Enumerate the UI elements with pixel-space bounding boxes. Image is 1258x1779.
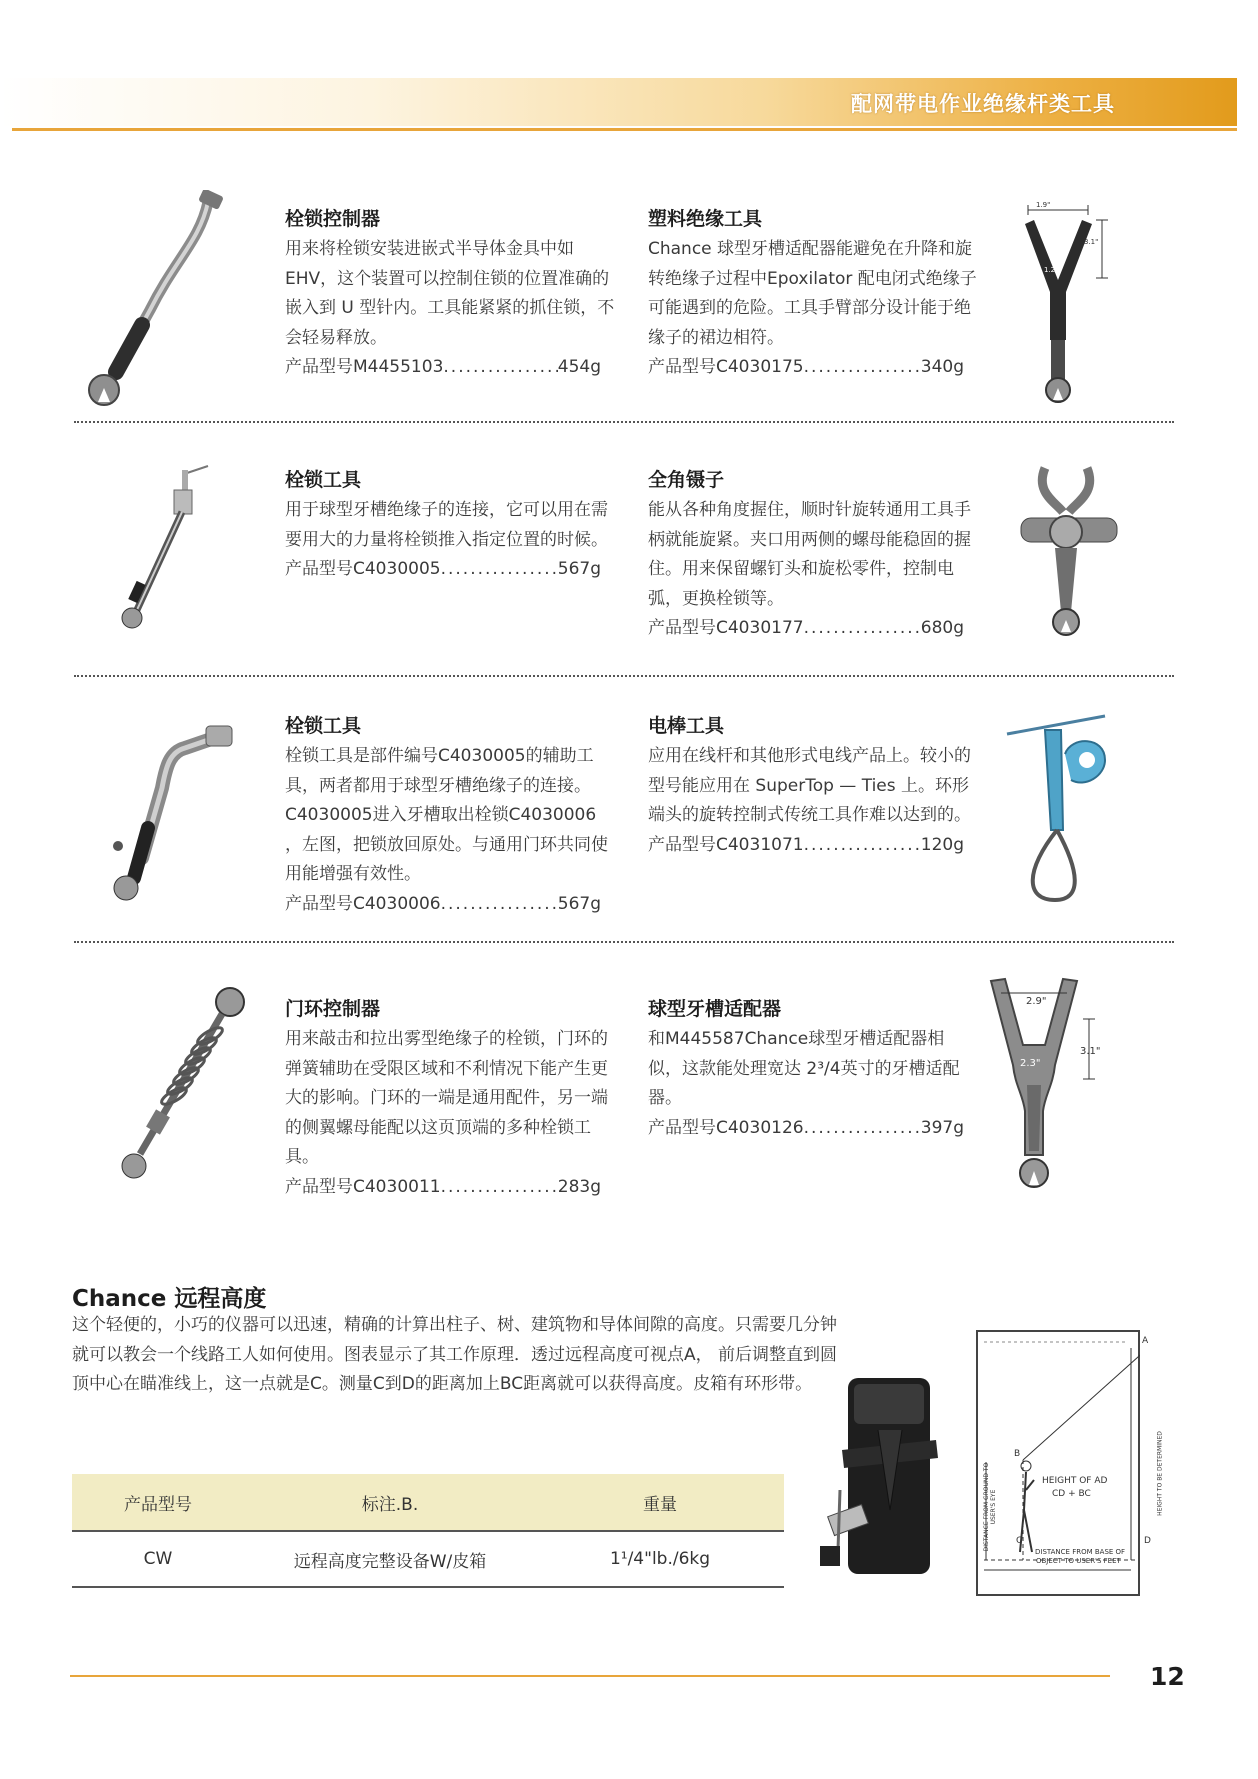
plastic-height-dim: 3.1" bbox=[1084, 238, 1099, 246]
product-description: 能从各种角度握住，顺时针旋转通用工具手柄就能旋紧。夹口用两侧的螺母能稳固的握住。用来保留螺钉头和旋松零件，控制电弧，更换栓锁等。 bbox=[648, 500, 971, 609]
product-model-line bbox=[648, 1114, 964, 1144]
section-divider bbox=[74, 675, 1174, 677]
product-title: 球型牙槽适配器 bbox=[648, 998, 782, 1020]
product-weight: 454g bbox=[557, 357, 601, 377]
product-latch-tool-2 bbox=[285, 712, 615, 919]
product-plastic-insulation-tool bbox=[648, 205, 978, 383]
column-header: 重量 bbox=[536, 1474, 784, 1531]
product-model-line bbox=[285, 555, 601, 585]
product-model-line bbox=[648, 353, 964, 383]
product-model: 产品型号C4030011 bbox=[285, 1176, 441, 1197]
adapter-width-dim: 2.9" bbox=[1026, 996, 1047, 1007]
section-divider bbox=[74, 941, 1174, 943]
table-cell: 远程高度完整设备W/皮箱 bbox=[244, 1531, 536, 1587]
product-model: 产品型号C4030006 bbox=[285, 893, 441, 914]
product-description: Chance 球型牙槽适配器能避免在升降和旋转绝缘子过程中Epoxilator 配电闭式绝缘子可能遇到的危险。工具手臂部分设计能于绝缘子的裙边相符。 bbox=[648, 239, 977, 348]
universal-tweezers-illustration bbox=[1015, 462, 1125, 642]
product-description: 栓锁工具是部件编号C4030005的辅助工具，两者都用于球型牙槽绝缘子的连接。 C4030005进入牙槽取出栓锁C4030006 ，左图，把锁放回原处。与通用门环共同使用能增强有效性。 bbox=[285, 746, 608, 884]
product-model-line bbox=[285, 890, 601, 920]
diagram-bottom-label-1: DISTANCE FROM BASE OF bbox=[1035, 1548, 1126, 1556]
product-title: 栓锁控制器 bbox=[285, 208, 381, 230]
product-model-line bbox=[285, 1173, 601, 1203]
diagram-point-b: B bbox=[1014, 1449, 1021, 1459]
product-title: 电棒工具 bbox=[648, 715, 725, 737]
product-electric-rod-tool bbox=[648, 712, 978, 860]
spec-table bbox=[72, 1474, 784, 1588]
ball-socket-adapter-illustration bbox=[985, 975, 1115, 1205]
product-weight: 283g bbox=[557, 1176, 601, 1197]
table-row bbox=[72, 1531, 784, 1587]
product-model: 产品型号C4030175 bbox=[648, 357, 804, 377]
latch-controller-illustration bbox=[80, 190, 230, 410]
header-rule bbox=[12, 128, 1237, 131]
table-header-row bbox=[72, 1474, 784, 1531]
product-title: 塑料绝缘工具 bbox=[648, 208, 763, 230]
product-model: 产品型号C4030126 bbox=[648, 1117, 804, 1138]
diagram-point-d: D bbox=[1144, 1536, 1151, 1546]
diagram-bottom-label-2: OBJECT TO USER'S FEET bbox=[1036, 1557, 1121, 1565]
product-model-line bbox=[285, 353, 601, 383]
product-model-line bbox=[648, 831, 964, 861]
header-title: 配网带电作业绝缘杆类工具 bbox=[851, 92, 1115, 116]
adapter-inner-dim: 2.3" bbox=[1020, 1058, 1041, 1069]
diagram-formula: CD + BC bbox=[1052, 1489, 1091, 1499]
latch-tool-2-illustration bbox=[110, 718, 240, 908]
product-description: 用来将栓锁安装进嵌式半导体金具中如EHV，这个装置可以控制住锁的位置准确的嵌入到 U 型针内。工具能紧紧的抓住锁，不会轻易释放。 bbox=[285, 239, 615, 348]
table-cell: 1¹/4"lb./6kg bbox=[536, 1531, 784, 1587]
product-weight: 567g bbox=[557, 893, 601, 914]
product-latch-tool bbox=[285, 466, 615, 585]
product-model: 产品型号C4031071 bbox=[648, 834, 804, 855]
product-model: 产品型号C4030177 bbox=[648, 618, 804, 638]
product-title: 栓锁工具 bbox=[285, 715, 362, 737]
section-divider bbox=[74, 421, 1174, 423]
product-title: 全角镊子 bbox=[648, 469, 725, 491]
section-title: Chance 远程高度 bbox=[72, 1286, 267, 1312]
column-header: 产品型号 bbox=[72, 1474, 244, 1531]
product-description: 应用在线杆和其他形式电线产品上。较小的型号能应用在 SuperTop — Ties 上。环形端头的旋转控制式传统工具作难以达到的。 bbox=[648, 746, 971, 825]
page-number: 12 bbox=[1150, 1662, 1185, 1691]
product-weight: 567g bbox=[557, 559, 601, 579]
product-model: 产品型号C4030005 bbox=[285, 559, 441, 579]
table-cell: CW bbox=[72, 1531, 244, 1587]
product-latch-controller bbox=[285, 205, 615, 383]
plastic-insulation-tool-illustration bbox=[1010, 200, 1120, 410]
electric-rod-tool-illustration bbox=[1005, 710, 1145, 910]
door-ring-controller-illustration bbox=[110, 984, 250, 1184]
product-door-ring-controller bbox=[285, 995, 615, 1202]
product-description: 用来敲击和拉出雾型绝缘子的栓锁，门环的弹簧辅助在受限区域和不利情况下能产生更大的影响。门环的一端是通用配件，另一端的侧翼螺母能配以这页顶端的多种栓锁工具。 bbox=[285, 1029, 608, 1167]
leather-case-illustration bbox=[818, 1370, 948, 1585]
latch-tool-illustration bbox=[110, 462, 220, 632]
product-description: 和M445587Chance球型牙槽适配器相似，这款能处理宽达 2³/4英寸的牙槽适配器。 bbox=[648, 1029, 960, 1108]
adapter-height-dim: 3.1" bbox=[1080, 1046, 1101, 1057]
diagram-right-label: HEIGHT TO BE DETERMINED bbox=[1156, 1431, 1164, 1516]
footer-rule bbox=[70, 1675, 1110, 1677]
product-model: 产品型号M4455103 bbox=[285, 357, 444, 377]
plastic-width-dim: 1.9" bbox=[1036, 201, 1051, 209]
plastic-inner-dim: 1.25" bbox=[1044, 266, 1063, 274]
product-weight: 680g bbox=[920, 618, 964, 638]
product-universal-tweezers bbox=[648, 466, 978, 644]
product-model-line bbox=[648, 614, 964, 644]
diagram-point-c: C bbox=[1016, 1536, 1023, 1546]
diagram-height-label: HEIGHT OF AD bbox=[1042, 1476, 1108, 1486]
product-description: 用于球型牙槽绝缘子的连接，它可以用在需要用大的力量将栓锁推入指定位置的时候。 bbox=[285, 500, 608, 550]
product-title: 栓锁工具 bbox=[285, 469, 362, 491]
product-weight: 340g bbox=[920, 357, 964, 377]
column-header: 标注.B. bbox=[244, 1474, 536, 1531]
product-ball-socket-adapter bbox=[648, 995, 978, 1143]
product-weight: 397g bbox=[920, 1117, 964, 1138]
diagram-left-label: DISTANCE FROM GROUND TO USER'S EYE bbox=[983, 1462, 997, 1552]
product-weight: 120g bbox=[920, 834, 964, 855]
diagram-point-a: A bbox=[1142, 1336, 1149, 1346]
section-body: 这个轻便的，小巧的仪器可以迅速，精确的计算出柱子、树、建筑物和导体间隙的高度。只需要几分钟就可以教会一个线路工人如何使用。图表显示了其工作原理．透过远程高度可视点A， 前后调整直到圆顶中心在瞄准线上，这一点就是C。测量C到D的距离加上BC距离就可以获得高度。皮箱有环形带。 bbox=[72, 1315, 838, 1394]
product-title: 门环控制器 bbox=[285, 998, 381, 1020]
